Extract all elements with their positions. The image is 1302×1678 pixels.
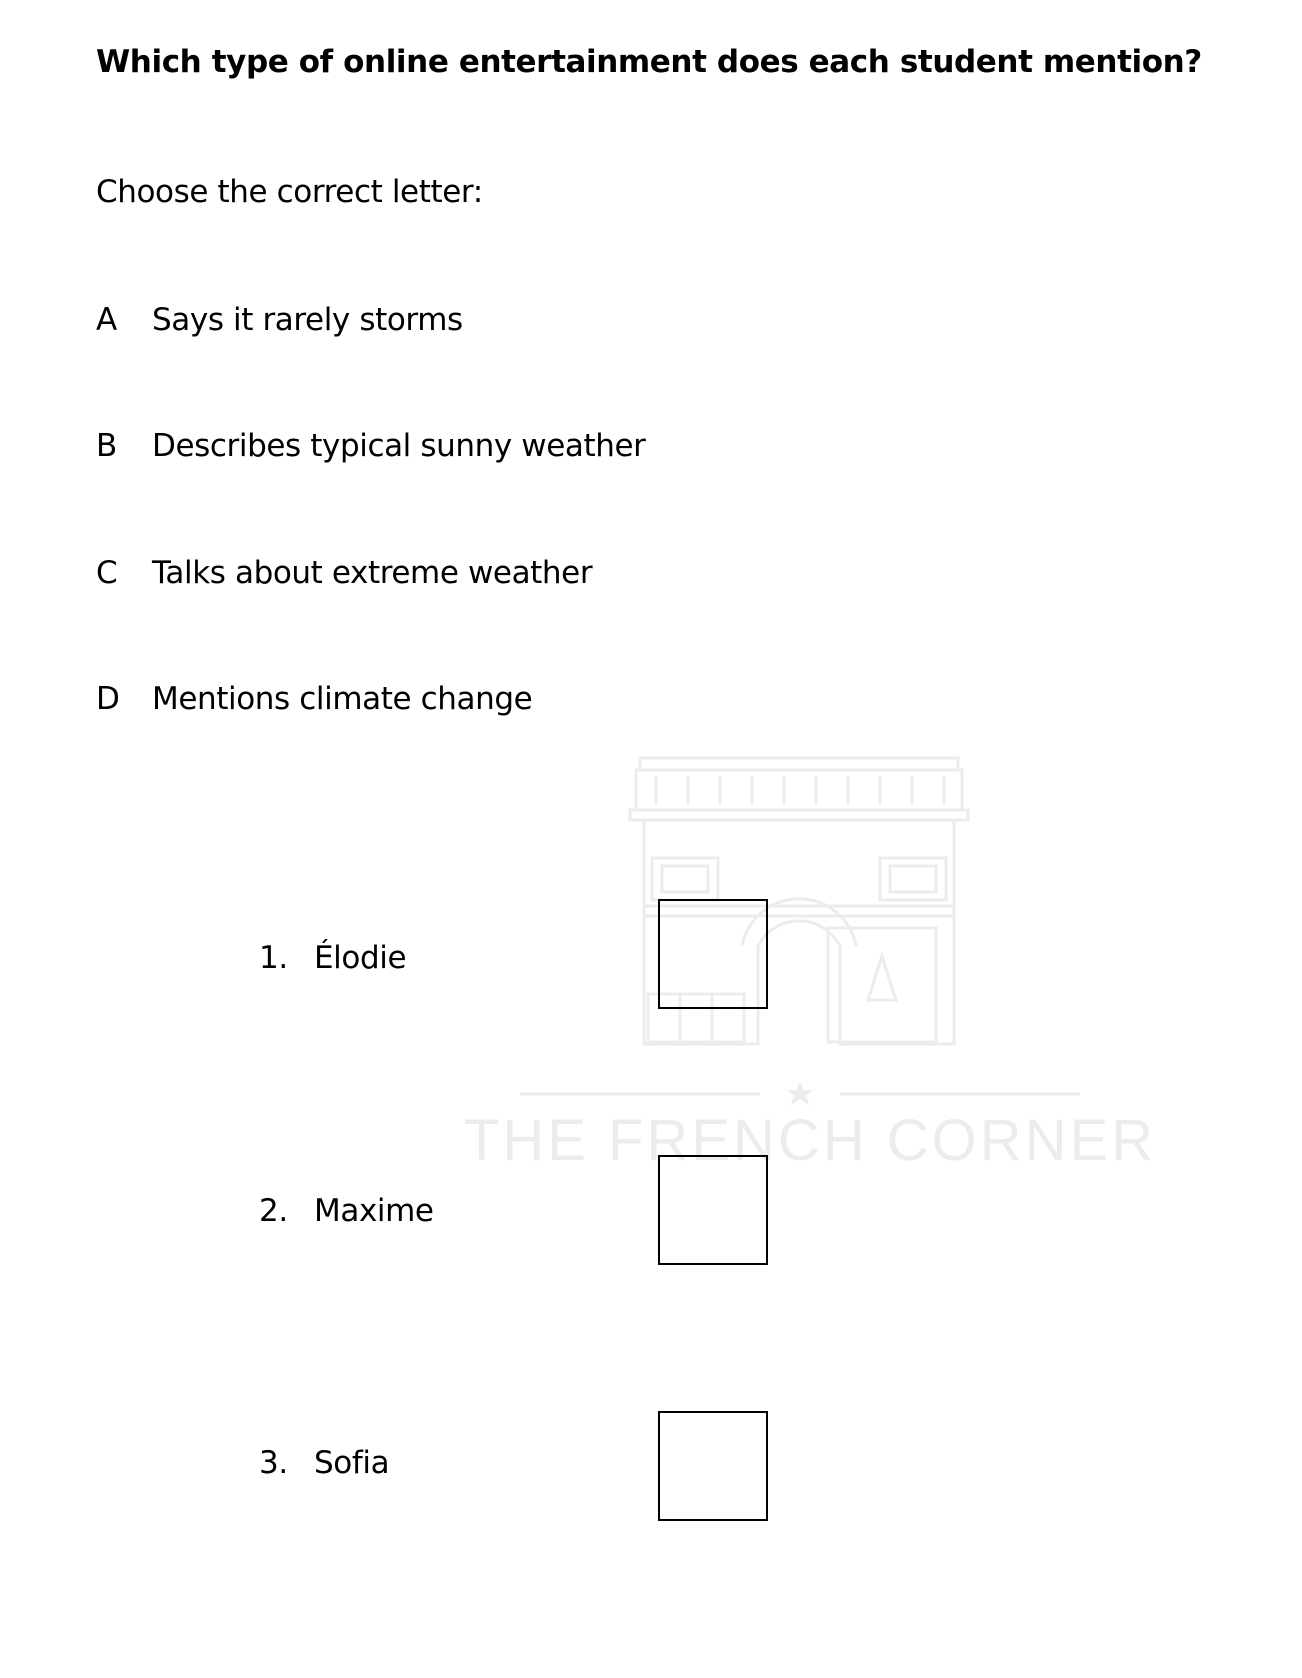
option-a: [96, 302, 463, 338]
answer-box-2[interactable]: [658, 1155, 768, 1265]
student-item-3: [259, 1445, 389, 1481]
option-text: Describes typical sunny weather: [152, 428, 646, 464]
student-name: Sofia: [314, 1445, 390, 1481]
instruction-text: Choose the correct letter:: [96, 174, 483, 210]
option-text: Talks about extreme weather: [152, 555, 593, 591]
option-text: Says it rarely storms: [152, 302, 463, 338]
question-heading: Which type of online entertainment does each student mention?: [96, 44, 1202, 80]
watermark-text: THE FRENCH CORNER: [463, 1108, 1157, 1173]
answer-box-3[interactable]: [658, 1411, 768, 1521]
option-b: [96, 428, 646, 464]
arc-de-triomphe-icon: [520, 758, 1080, 1094]
option-letter: A: [96, 302, 117, 338]
option-text: Mentions climate change: [152, 681, 533, 717]
item-number: 3.: [259, 1445, 288, 1481]
option-c: [96, 555, 592, 591]
item-number: 2.: [259, 1193, 288, 1229]
option-d: [96, 681, 532, 717]
watermark-logo: [420, 756, 1200, 1216]
option-letter: C: [96, 555, 118, 591]
answer-box-1[interactable]: [658, 899, 768, 1009]
student-name: Maxime: [314, 1193, 434, 1229]
option-letter: B: [96, 428, 117, 464]
option-letter: D: [96, 681, 120, 717]
student-item-2: [259, 1193, 434, 1229]
student-name: Élodie: [314, 940, 407, 976]
item-number: 1.: [259, 940, 288, 976]
student-item-1: [259, 940, 406, 976]
